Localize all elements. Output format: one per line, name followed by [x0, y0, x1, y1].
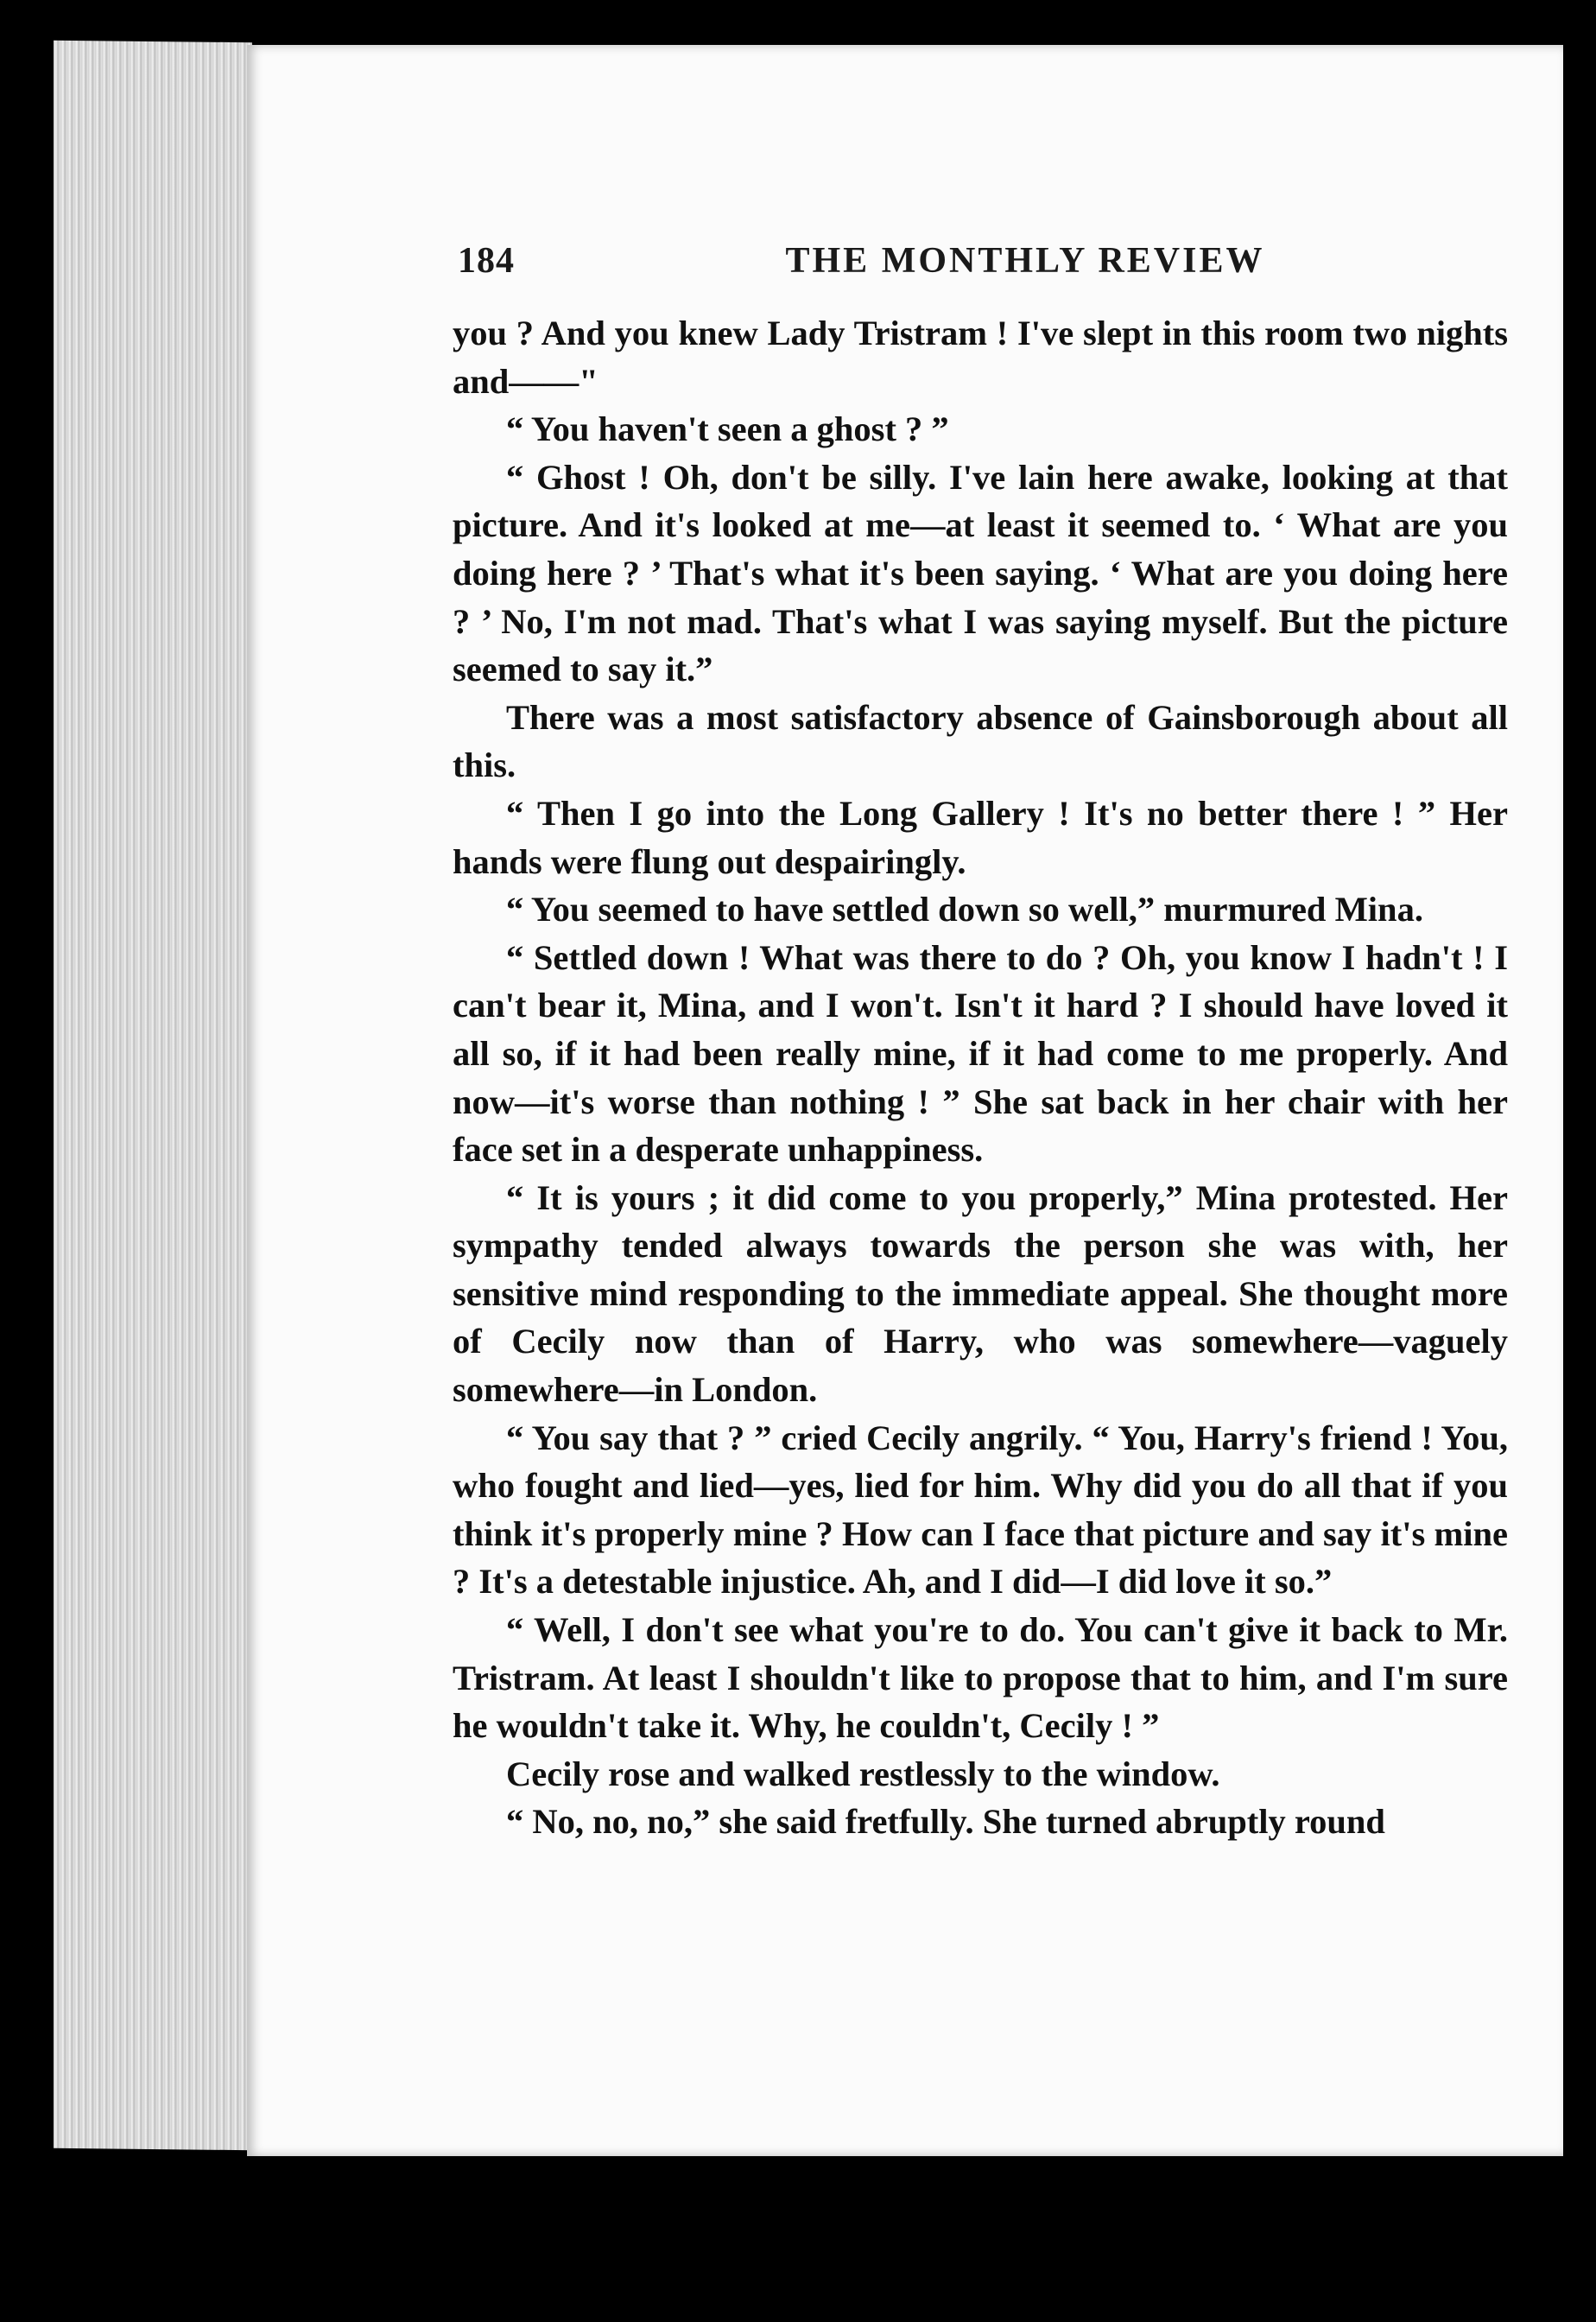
page-number: 184 [458, 241, 515, 281]
paragraph: “ It is yours ; it did come to you properly,” Mina protested. Her sympathy tended always towards the person she was with, her sensitive mind responding to the immediate appeal. She thought more of Cecily now than of Harry, who was somewhere—vaguely somewhere—in London. [453, 1177, 1508, 1410]
book-page-edges [54, 41, 252, 2150]
paragraph: “ You say that ? ” cried Cecily angrily. “ You, Harry's friend ! You, who fought and lied—yes, lied for him. Why did you do all that if you think it's properly mine ? How can I face that picture and say it's mine ? It's a detestable injustice. Ah, and I did—I did love it so.” [453, 1418, 1508, 1602]
paragraph: “ Well, I don't see what you're to do. You can't give it back to Mr. Tristram. At least I shouldn't like to propose that to him, and I'm sure he wouldn't take it. Why, he couldn't, Cecily ! ” [453, 1610, 1508, 1746]
paragraph: There was a most satisfactory absence of Gainsborough about all this. [453, 697, 1508, 785]
paragraph: “ No, no, no,” she said fretfully. She turned abruptly round [506, 1802, 1385, 1842]
paragraph: you ? And you knew Lady Tristram ! I've slept in this room two nights and——" [453, 314, 1508, 401]
body-text [453, 309, 1508, 1846]
paragraph: “ Ghost ! Oh, don't be silly. I've lain here awake, looking at that picture. And it's looked at me—at least it seemed to. ‘ What are you doing here ? ’ That's what it's been saying. ‘ What are you doing here ? ’ No, I'm not mad. That's what I was saying myself. But the picture seemed to say it.” [453, 457, 1508, 689]
paragraph: “ You seemed to have settled down so well,” murmured Mina. [506, 890, 1423, 929]
paragraph: “ You haven't seen a ghost ? ” [506, 409, 949, 449]
running-title: THE MONTHLY REVIEW [785, 241, 1265, 281]
paragraph: Cecily rose and walked restlessly to the window. [506, 1754, 1220, 1793]
paragraph: “ Then I go into the Long Gallery ! It's no better there ! ” Her hands were flung out despairingly. [453, 793, 1508, 881]
paragraph: “ Settled down ! What was there to do ? Oh, you know I hadn't ! I can't bear it, Mina, and I won't. Isn't it hard ? I should have loved it all so, if it had been really mine, if it had come to me properly. And now—it's worse than nothing ! ” She sat back in her chair with her face set in a desperate unhappiness. [453, 937, 1508, 1170]
book-page [247, 45, 1563, 2156]
page-header [458, 240, 1523, 292]
